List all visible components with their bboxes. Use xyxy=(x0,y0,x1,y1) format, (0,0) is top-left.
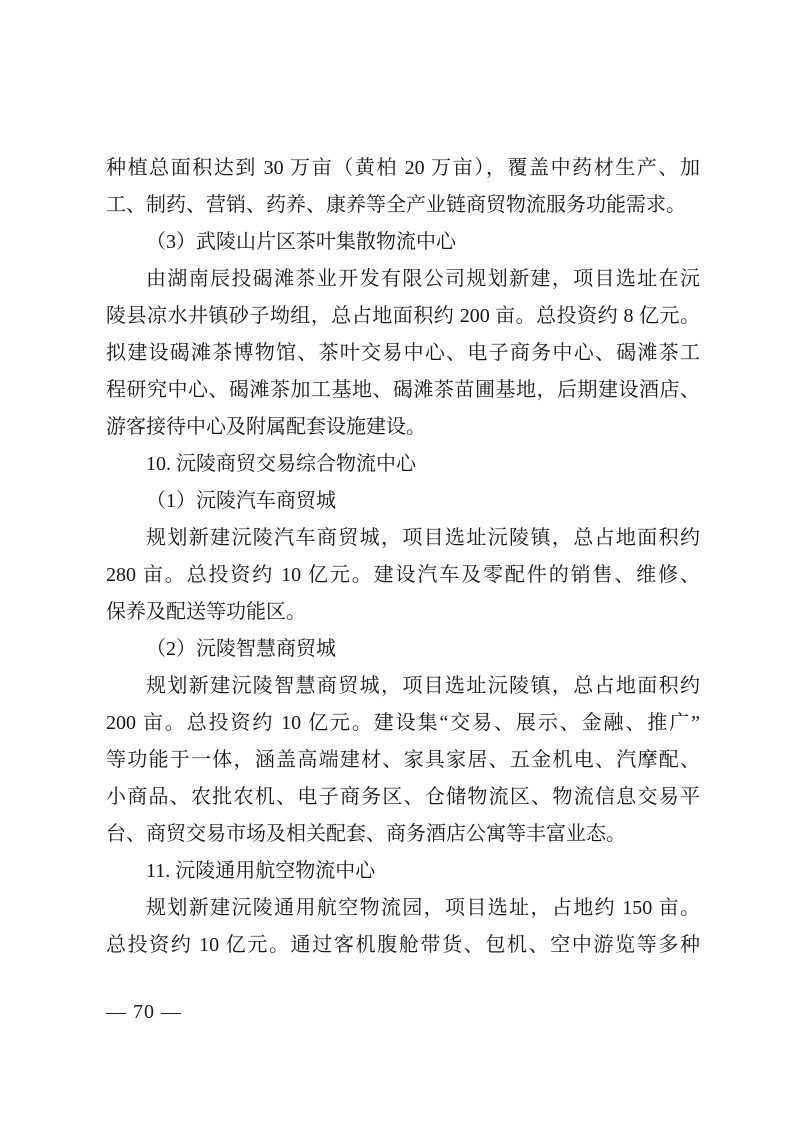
text-line: 小商品、农批农机、电子商务区、仓储物流区、物流信息交易平 xyxy=(106,786,700,808)
section-heading: 11. 沅陵通用航空物流中心 xyxy=(146,860,376,882)
text-line: 保养及配送等功能区。 xyxy=(106,601,306,623)
text-line: 280 亩。总投资约 10 亿元。建设汽车及零配件的销售、维修、 xyxy=(106,564,700,586)
text-line: 规划新建沅陵智慧商贸城，项目选址沅陵镇，总占地面积约 xyxy=(146,675,700,697)
text-line: 游客接待中心及附属配套设施建设。 xyxy=(106,416,426,438)
page-body-text xyxy=(106,150,700,964)
text-line: 规划新建沅陵通用航空物流园，项目选址，占地约 150 亩。 xyxy=(146,897,700,919)
text-line: 总投资约 10 亿元。通过客机腹舱带货、包机、空中游览等多种 xyxy=(106,934,700,956)
text-line: 由湖南辰投碣滩茶业开发有限公司规划新建，项目选址在沅 xyxy=(146,268,700,290)
text-line: 规划新建沅陵汽车商贸城，项目选址沅陵镇，总占地面积约 xyxy=(146,527,700,549)
page-footer xyxy=(106,996,182,1028)
text-line: 陵县凉水井镇砂子坳组，总占地面积约 200 亩。总投资约 8 亿元。 xyxy=(106,305,700,327)
text-line: 200 亩。总投资约 10 亿元。建设集“交易、展示、金融、推广” xyxy=(106,712,700,734)
section-heading: （3）武陵山片区茶叶集散物流中心 xyxy=(146,231,456,253)
text-line: 工、制药、营销、药养、康养等全产业链商贸物流服务功能需求。 xyxy=(106,194,686,216)
section-heading: 10. 沅陵商贸交易综合物流中心 xyxy=(146,453,416,475)
section-heading: （1）沅陵汽车商贸城 xyxy=(146,490,336,512)
text-line: 种植总面积达到 30 万亩（黄柏 20 万亩），覆盖中药材生产、加 xyxy=(106,157,700,179)
text-line: 台、商贸交易市场及相关配套、商务酒店公寓等丰富业态。 xyxy=(106,823,626,845)
text-line: 等功能于一体，涵盖高端建材、家具家居、五金机电、汽摩配、 xyxy=(106,749,700,771)
text-line: 拟建设碣滩茶博物馆、茶叶交易中心、电子商务中心、碣滩茶工 xyxy=(106,342,700,364)
text-line: 程研究中心、碣滩茶加工基地、碣滩茶苗圃基地，后期建设酒店、 xyxy=(106,379,700,401)
page-number: — 70 — xyxy=(106,1001,182,1023)
section-heading: （2）沅陵智慧商贸城 xyxy=(146,638,336,660)
